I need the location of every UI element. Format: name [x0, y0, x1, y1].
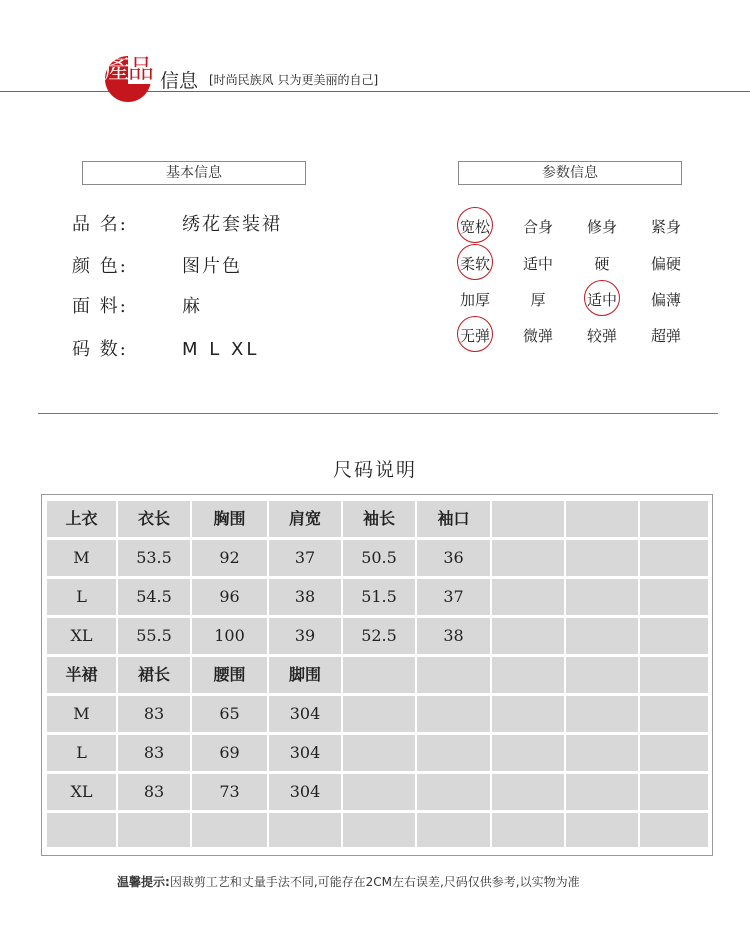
table-cell: 38 [417, 618, 490, 654]
table-header-cell: 袖口 [417, 501, 490, 537]
table-cell [343, 696, 415, 732]
table-cell: XL [47, 618, 116, 654]
table-cell [417, 813, 490, 847]
table-cell: 52.5 [343, 618, 415, 654]
table-cell [492, 774, 564, 810]
table-cell [566, 735, 638, 771]
param-option-selected: 适中 [578, 289, 626, 310]
table-cell: M [47, 696, 116, 732]
basic-label: 品 名: [72, 214, 128, 235]
basic-row-sizes [72, 335, 259, 361]
table-cell [269, 813, 341, 847]
table-cell: 36 [417, 540, 490, 576]
table-cell [417, 774, 490, 810]
param-option: 硬 [594, 255, 610, 273]
param-option: 紧身 [650, 218, 681, 236]
table-cell: 83 [118, 696, 190, 732]
table-cell [47, 813, 116, 847]
table-header-cell: 胸围 [192, 501, 267, 537]
table-cell: 39 [269, 618, 341, 654]
param-option: 合身 [522, 218, 553, 236]
logo-char-1: 產 [104, 55, 129, 85]
table-cell [417, 735, 490, 771]
table-cell: L [47, 579, 116, 615]
table-cell [566, 540, 638, 576]
table-cell [192, 813, 267, 847]
table-cell [566, 813, 638, 847]
basic-value: 图片色 [182, 256, 242, 277]
table-cell: 51.5 [343, 579, 415, 615]
table-cell: 100 [192, 618, 267, 654]
basic-info-heading: 基本信息 [82, 161, 306, 185]
basic-label: 颜 色: [72, 256, 128, 277]
table-cell [640, 774, 708, 810]
table-cell: 38 [269, 579, 341, 615]
param-option: 偏硬 [650, 255, 681, 273]
table-cell: 96 [192, 579, 267, 615]
table-cell: 65 [192, 696, 267, 732]
hint-label: 温馨提示: [117, 875, 170, 889]
size-table [41, 494, 713, 856]
table-cell: 69 [192, 735, 267, 771]
table-cell [343, 735, 415, 771]
table-cell: 37 [417, 579, 490, 615]
table-cell: 304 [269, 774, 341, 810]
table-cell: M [47, 540, 116, 576]
table-header-cell [492, 501, 564, 537]
table-cell [640, 540, 708, 576]
table-cell: XL [47, 774, 116, 810]
basic-label: 码 数: [72, 339, 128, 360]
table-cell: 92 [192, 540, 267, 576]
table-cell [492, 813, 564, 847]
table-header-cell: 脚围 [269, 657, 341, 693]
table-cell [640, 618, 708, 654]
basic-value: 绣花套装裙 [182, 214, 282, 235]
table-header-cell: 半裙 [47, 657, 116, 693]
table-cell [343, 774, 415, 810]
table-cell [640, 696, 708, 732]
table-header-cell: 腰围 [192, 657, 267, 693]
table-header-cell [640, 501, 708, 537]
size-chart-title: 尺码说明 [332, 459, 417, 481]
table-cell: 304 [269, 696, 341, 732]
param-option: 较弹 [586, 327, 617, 345]
param-option-selected: 柔软 [451, 253, 499, 274]
table-cell [566, 774, 638, 810]
basic-row-color [72, 252, 242, 278]
size-hint [117, 873, 580, 890]
table-cell: 54.5 [118, 579, 190, 615]
table-cell [640, 813, 708, 847]
table-header-cell [343, 657, 415, 693]
table-header-cell: 上衣 [47, 501, 116, 537]
table-cell [640, 735, 708, 771]
table-header-cell: 肩宽 [269, 501, 341, 537]
table-cell [492, 579, 564, 615]
table-cell [492, 618, 564, 654]
table-header-cell [492, 657, 564, 693]
param-option: 修身 [586, 218, 617, 236]
param-option: 加厚 [459, 291, 490, 309]
param-option: 厚 [530, 291, 546, 309]
basic-value: M L XL [182, 339, 260, 360]
table-cell [343, 813, 415, 847]
table-header-cell: 裙长 [118, 657, 190, 693]
logo-text [104, 56, 152, 84]
basic-label: 面 料: [72, 296, 128, 317]
basic-value: 麻 [182, 296, 202, 317]
table-header-cell: 衣长 [118, 501, 190, 537]
table-cell: 53.5 [118, 540, 190, 576]
param-option: 微弹 [522, 327, 553, 345]
table-cell [492, 735, 564, 771]
basic-row-fabric [72, 292, 202, 318]
table-cell: L [47, 735, 116, 771]
table-header-cell [566, 657, 638, 693]
table-cell: 83 [118, 774, 190, 810]
param-info-heading: 参数信息 [458, 161, 682, 185]
section-title: 信息 [160, 70, 199, 92]
param-option-selected: 宽松 [451, 216, 499, 237]
table-cell [492, 696, 564, 732]
table-cell: 83 [118, 735, 190, 771]
table-cell [492, 540, 564, 576]
hint-text: 因裁剪工艺和丈量手法不同,可能存在2CM左右误差,尺码仅供参考,以实物为准 [169, 875, 580, 889]
section-subtitle: [时尚民族风 只为更美丽的自己] [209, 73, 379, 87]
table-cell [118, 813, 190, 847]
table-header-cell: 袖长 [343, 501, 415, 537]
param-option: 适中 [522, 255, 553, 273]
param-option: 超弹 [650, 327, 681, 345]
table-cell [566, 696, 638, 732]
table-header-cell [417, 657, 490, 693]
table-header-cell [566, 501, 638, 537]
table-cell [566, 618, 638, 654]
table-header-cell [640, 657, 708, 693]
basic-row-name [72, 210, 282, 236]
table-cell [640, 579, 708, 615]
param-option-selected: 无弹 [451, 325, 499, 346]
param-option: 偏薄 [650, 291, 681, 309]
table-cell [566, 579, 638, 615]
logo-char-2: 品 [128, 55, 153, 85]
table-cell: 304 [269, 735, 341, 771]
table-cell: 37 [269, 540, 341, 576]
table-cell [417, 696, 490, 732]
table-cell: 55.5 [118, 618, 190, 654]
table-cell: 50.5 [343, 540, 415, 576]
table-cell: 73 [192, 774, 267, 810]
section-divider [38, 413, 718, 414]
